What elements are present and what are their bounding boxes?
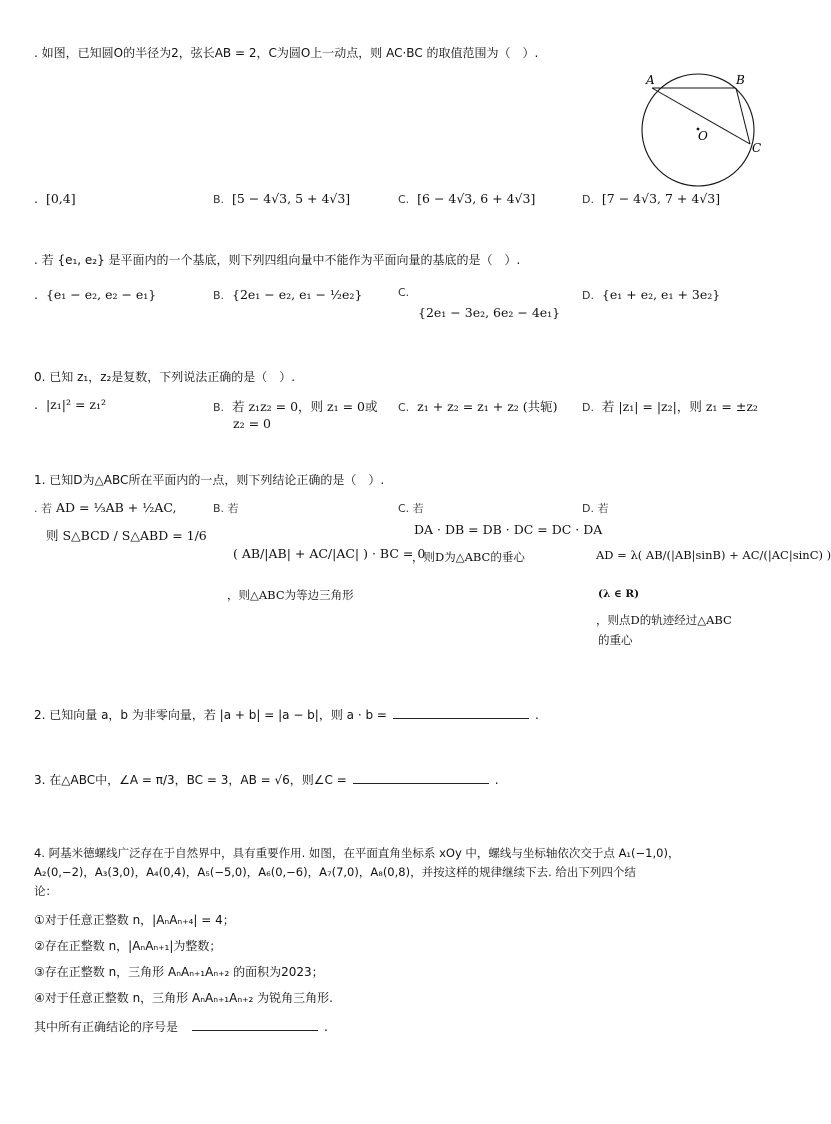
label-o: O [698, 129, 708, 143]
q10-option-d: D. 若 |z₁| = |z₂|，则 z₁ = ±z₂ [582, 399, 758, 414]
label-c: C [752, 141, 762, 155]
q14-item-1: ①对于任意正整数 n，|AₙAₙ₊₄| = 4； [34, 913, 235, 927]
q10-stem: 0. 已知 z₁，z₂是复数，下列说法正确的是（ ）. [34, 370, 296, 384]
q8-option-c-label: C. [398, 286, 410, 299]
q10-option-b: B. 若 z₁z₂ = 0，则 z₁ = 0或 [213, 399, 378, 414]
q7-option-c: C. [6 − 4√3, 6 + 4√3] [398, 191, 536, 206]
q14-answer-blank[interactable] [192, 1018, 318, 1031]
q10-option-c: C. z₁ + z₂ = z₁ + z₂ (共轭) [398, 399, 558, 414]
q14-line-2: A₂(0,−2)，A₃(3,0)，A₄(0,4)，A₅(−5,0)，A₆(0,−6)，A₇(7,0)，A₈(0,8)，并按这样的规律继续下去. 给出下列四个结 [34, 865, 636, 879]
label-a: A [646, 73, 655, 87]
q11-stem: 1. 已知D为△ABC所在平面内的一点，则下列结论正确的是（ ）. [34, 473, 385, 487]
q11-option-c: C. 若 DA · DB = DB · DC = DC · DA ，则D为△ABC的垂心 [398, 502, 603, 564]
q7-option-a: . [0,4] [34, 191, 76, 206]
q14-item-4: ④对于任意正整数 n，三角形 AₙAₙ₊₁Aₙ₊₂ 为锐角三角形. [34, 991, 333, 1005]
q11-option-d: D. 若 AD = λ( AB/(|AB|sinB) + AC/(|AC|sinC) ) (λ ∈ R) ，则点D的轨迹经过△ABC 的重心 [582, 502, 831, 647]
q14-item-3: ③存在正整数 n，三角形 AₙAₙ₊₁Aₙ₊₂ 的面积为2023； [34, 965, 324, 979]
q13: 3. 在△ABC中，∠A = π/3，BC = 3，AB = √6，则∠C = . [34, 773, 499, 787]
q7-stem: . 如图，已知圆O的半径为2，弦长AB = 2，C为圆O上一动点，则 AC·BC 的取值范围为（ ）. [34, 46, 539, 60]
q10-option-a: . |z₁|² = z₁² [34, 397, 106, 412]
q10-option-b-cont: z₂ = 0 [233, 416, 271, 431]
q7-option-b: B. [5 − 4√3, 5 + 4√3] [213, 191, 351, 206]
q14-ask: 其中所有正确结论的序号是 . [34, 1020, 328, 1034]
q14-line-1: 4. 阿基米德螺线广泛存在于自然界中，具有重要作用. 如图，在平面直角坐标系 xOy 中，螺线与坐标轴依次交于点 A₁(−1,0)， [34, 846, 680, 860]
q8-option-d: D. {e₁ + e₂, e₁ + 3e₂} [582, 287, 721, 302]
q7-circle-figure [636, 66, 766, 188]
q8-stem: . 若 {e₁, e₂} 是平面内的一个基底，则下列四组向量中不能作为平面向量的基底的是（ ）. [34, 253, 521, 267]
q14-line-3: 论： [34, 884, 57, 898]
q7-option-d: D. [7 − 4√3, 7 + 4√3] [582, 191, 721, 206]
q8-option-a: . {e₁ − e₂, e₂ − e₁} [34, 287, 157, 302]
q14-item-2: ②存在正整数 n，|AₙAₙ₊₁|为整数； [34, 939, 222, 953]
q11-option-a: . 若 AD = ⅓AB + ½AC, 则 S△BCD / S△ABD = 1/6 [34, 500, 207, 543]
q8-option-b: B. {2e₁ − e₂, e₁ − ½e₂} [213, 287, 363, 302]
label-b: B [736, 73, 745, 87]
q13-answer-blank[interactable] [353, 771, 489, 784]
q12: 2. 已知向量 a，b 为非零向量，若 |a + b| = |a − b|，则 a · b = . [34, 708, 539, 722]
q11-option-b: B. 若 ( AB/|AB| + AC/|AC| ) · BC = 0 ，则△ABC为等边三角形 [213, 502, 426, 602]
q12-answer-blank[interactable] [393, 706, 529, 719]
q8-option-c: {2e₁ − 3e₂, 6e₂ − 4e₁} [418, 305, 561, 320]
